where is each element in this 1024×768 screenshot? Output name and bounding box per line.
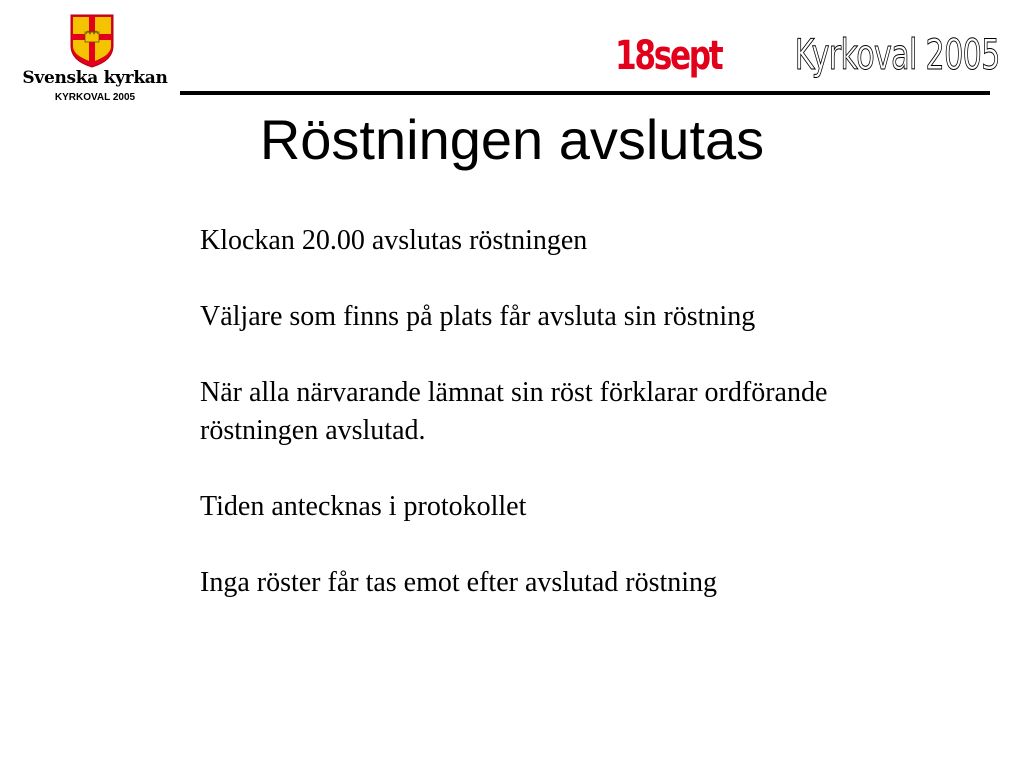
body-paragraph: När alla närvarande lämnat sin röst förklarar ordförande röstningen avslutad. xyxy=(200,377,828,446)
body-paragraph: Tiden antecknas i protokollet xyxy=(200,491,527,522)
event-name: Kyrkoval 2005 xyxy=(795,30,1000,79)
church-shield-icon xyxy=(70,14,114,68)
slide-body xyxy=(200,222,860,640)
slide-title: Röstningen avslutas xyxy=(259,108,765,171)
event-logo xyxy=(585,30,1000,80)
body-paragraph: Inga röster får tas emot efter avslutad röstning xyxy=(200,567,718,598)
body-paragraph: Väljare som finns på plats får avsluta sin röstning xyxy=(200,301,756,332)
org-subtitle: KYRKOVAL 2005 xyxy=(54,92,136,103)
body-paragraph: Klockan 20.00 avslutas röstningen xyxy=(200,225,588,256)
svenska-kyrkan-logo xyxy=(20,14,170,106)
header-divider xyxy=(180,91,990,95)
event-date: 18sept xyxy=(614,33,722,79)
org-name: Svenska kyrkan xyxy=(22,68,168,88)
